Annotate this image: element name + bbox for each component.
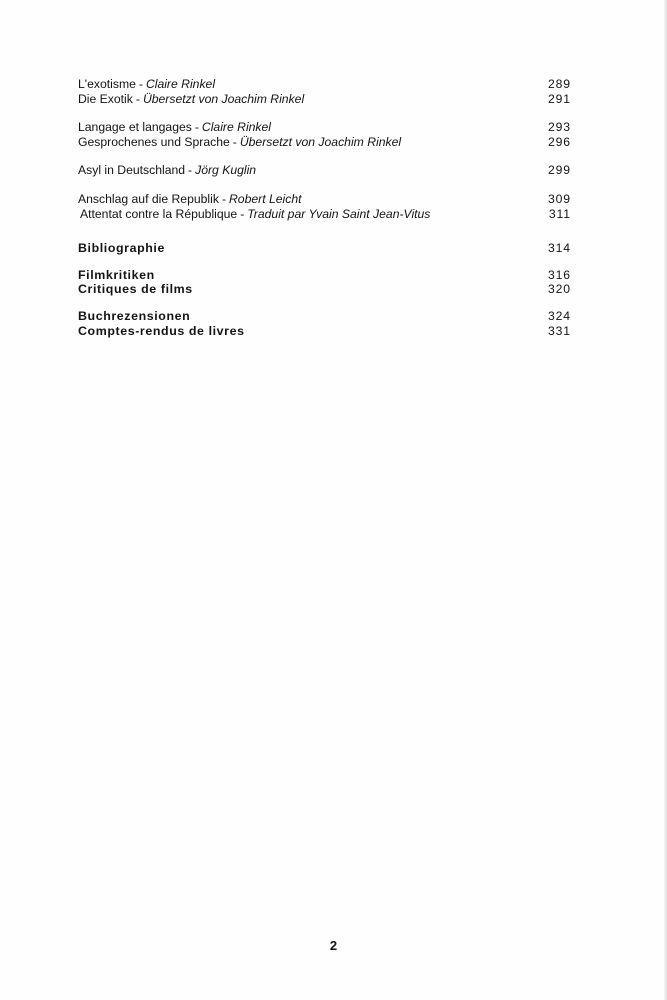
- toc-entry-page: 296: [547, 134, 571, 149]
- toc-section-title: Comptes-rendus de livres: [78, 323, 245, 338]
- toc-entry: [78, 135, 571, 150]
- toc-entry: [78, 192, 571, 207]
- toc-section-entry: [78, 309, 571, 324]
- toc-entry-author: Traduit par Yvain Saint Jean-Vitus: [247, 206, 431, 221]
- toc-section-page: 314: [547, 241, 571, 256]
- toc-group-asyl: [78, 163, 571, 178]
- toc-section-title: Filmkritiken: [78, 267, 155, 282]
- toc-entry-author: Robert Leicht: [229, 191, 302, 206]
- toc-group-langage: [78, 120, 571, 149]
- toc-entry-title: Gesprochenes und Sprache: [78, 134, 230, 149]
- toc-entry-separator: -: [188, 163, 193, 178]
- toc-entry-title: Die Exotik: [78, 91, 133, 106]
- toc-entry-separator: -: [194, 120, 199, 135]
- toc-entry-author: Claire Rinkel: [145, 77, 216, 91]
- toc-entry-title-line: [78, 77, 215, 92]
- toc-entry-author: Claire Rinkel: [201, 120, 272, 135]
- table-of-contents: [78, 77, 571, 350]
- page-number: 2: [329, 938, 338, 953]
- toc-entry-page: 289: [547, 77, 571, 91]
- toc-entry: [78, 120, 571, 135]
- toc-entry-title: L'exotisme: [78, 77, 136, 91]
- toc-entry-title-line: [78, 207, 430, 222]
- toc-entry-title: Attentat contre la République: [80, 206, 238, 221]
- toc-entry-title: Anschlag auf die Republik: [78, 191, 219, 206]
- toc-section-buchrezensionen: [78, 309, 571, 338]
- toc-entry-author: Übersetzt von Joachim Rinkel: [239, 134, 402, 149]
- toc-section-page: 324: [547, 308, 571, 323]
- toc-entry-author: Jörg Kuglin: [195, 163, 257, 178]
- toc-section-page: 320: [547, 282, 571, 297]
- toc-entry-title: Asyl in Deutschland: [78, 163, 186, 178]
- toc-section-entry: [78, 324, 571, 339]
- toc-entry-title: Langage et langages: [78, 120, 192, 135]
- toc-entry: [78, 92, 571, 107]
- toc-section-bibliographie: [78, 241, 571, 256]
- toc-section-entry: [78, 268, 571, 283]
- toc-entry: [78, 207, 571, 222]
- toc-section-entry: [78, 241, 571, 256]
- toc-entry-separator: -: [232, 134, 237, 149]
- toc-group-anschlag: [78, 192, 571, 221]
- toc-entry-page: 309: [547, 191, 571, 206]
- toc-entry-title-line: [78, 192, 302, 207]
- toc-entry-page: 291: [547, 91, 571, 106]
- toc-entry-title-line: [78, 92, 304, 107]
- toc-section-filmkritiken: [78, 268, 571, 297]
- toc-section-entry: [78, 282, 571, 297]
- toc-section-page: 331: [547, 323, 571, 338]
- toc-entry-page: 311: [548, 206, 571, 221]
- toc-entry: [78, 163, 571, 178]
- toc-entry: [78, 77, 571, 92]
- toc-entry-separator: -: [138, 77, 143, 91]
- toc-entry-separator: -: [135, 91, 140, 106]
- toc-section-title: Bibliographie: [78, 241, 165, 256]
- toc-section-page: 316: [547, 267, 571, 282]
- toc-entry-page: 293: [547, 120, 571, 135]
- toc-entry-title-line: [78, 120, 271, 135]
- toc-entry-author: Übersetzt von Joachim Rinkel: [142, 91, 305, 106]
- toc-entry-separator: -: [240, 206, 245, 221]
- toc-entry-page: 299: [547, 163, 571, 178]
- toc-entry-title-line: [78, 135, 401, 150]
- toc-group-exotisme: [78, 77, 571, 106]
- toc-entry-title-line: [78, 163, 256, 178]
- toc-section-title: Critiques de films: [78, 282, 193, 297]
- toc-section-title: Buchrezensionen: [78, 308, 191, 323]
- toc-entry-separator: -: [221, 191, 226, 206]
